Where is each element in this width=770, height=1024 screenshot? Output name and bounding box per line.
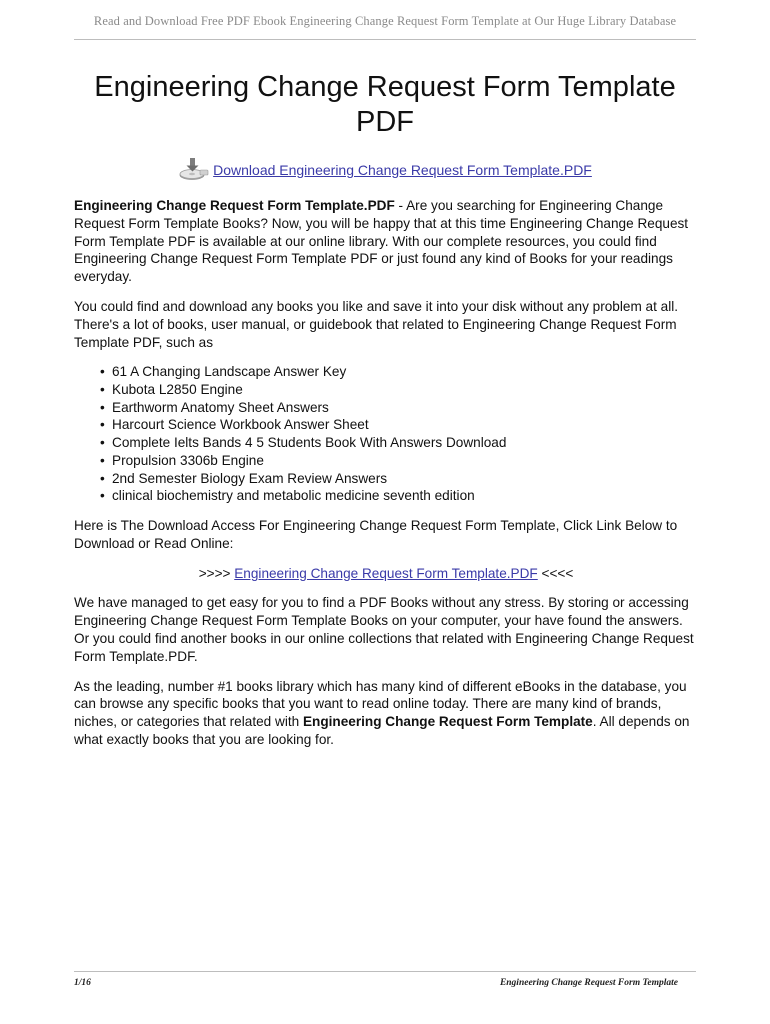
library-text-before: As the leading, number #1 books library which has many kind of different eBooks in the database, you can browse any specific books that you want to read online today. There are many kind of brands, niches, or categories that related with	[74, 678, 687, 730]
download-pdf-link[interactable]: Download Engineering Change Request Form Template.PDF	[213, 162, 592, 178]
list-item: • clinical biochemistry and metabolic medicine seventh edition	[112, 487, 698, 505]
list-item: • 2nd Semester Biology Exam Review Answers	[112, 470, 698, 488]
list-item: • Earthworm Anatomy Sheet Answers	[112, 399, 698, 417]
download-disk-icon[interactable]	[178, 156, 210, 182]
easy-find-paragraph: We have managed to get easy for you to find a PDF Books without any stress. By storing or accessing Engineering Change Request Form Template Books on your computer, your have found the answers. Or you could find another books in our online collections that related with Engineering Change Request Form Template.PDF.	[74, 595, 694, 664]
library-bold-title: Engineering Change Request Form Template	[302, 714, 593, 730]
intro-paragraph	[74, 197, 698, 286]
header-divider	[74, 39, 696, 40]
body-content	[74, 197, 698, 761]
list-item: • Propulsion 3306b Engine	[112, 452, 698, 470]
page-title: Engineering Change Request Form Template PDF	[94, 71, 676, 138]
footer-title: Engineering Change Request Form Template	[499, 978, 678, 988]
download-access-paragraph: Here is The Download Access For Engineering Change Request Form Template, Click Link Below to Download or Read Online:	[74, 518, 678, 551]
link-suffix: <<<<	[537, 565, 574, 581]
intro-text: - Are you searching for Engineering Change Request Form Template Books? Now, you will be happy that at this time Engineering Change Request Form Template PDF is available at our online library. With our complete resources, you could find Engineering Change Request Form Template PDF or just found any kind of Books for your readings everyday.	[74, 198, 689, 285]
list-item: • Kubota L2850 Engine	[112, 381, 698, 399]
list-item: • Harcourt Science Workbook Answer Sheet	[112, 416, 698, 434]
link-prefix: >>>>	[198, 565, 235, 581]
list-item: • 61 A Changing Landscape Answer Key	[112, 363, 698, 381]
list-item: • Complete Ielts Bands 4 5 Students Book With Answers Download	[112, 434, 698, 452]
page-number: 1/16	[74, 978, 91, 988]
download-row	[74, 158, 696, 184]
footer-divider	[74, 971, 696, 972]
library-text-after: . All depends on what exactly books that you are looking for.	[74, 714, 690, 747]
header-banner: Read and Download Free PDF Ebook Engineering Change Request Form Template at Our Huge Library Database	[93, 14, 677, 28]
book-list	[74, 363, 698, 505]
library-paragraph	[74, 678, 698, 749]
read-online-link[interactable]: Engineering Change Request Form Template.PDF	[234, 565, 538, 581]
intro-bold-lead: Engineering Change Request Form Template.PDF	[74, 198, 395, 213]
read-online-link-row	[74, 565, 698, 583]
related-books-paragraph: You could find and download any books you like and save it into your disk without any problem at all. There's a lot of books, user manual, or guidebook that related to Engineering Change Request Form Template PDF, such as	[74, 298, 679, 350]
